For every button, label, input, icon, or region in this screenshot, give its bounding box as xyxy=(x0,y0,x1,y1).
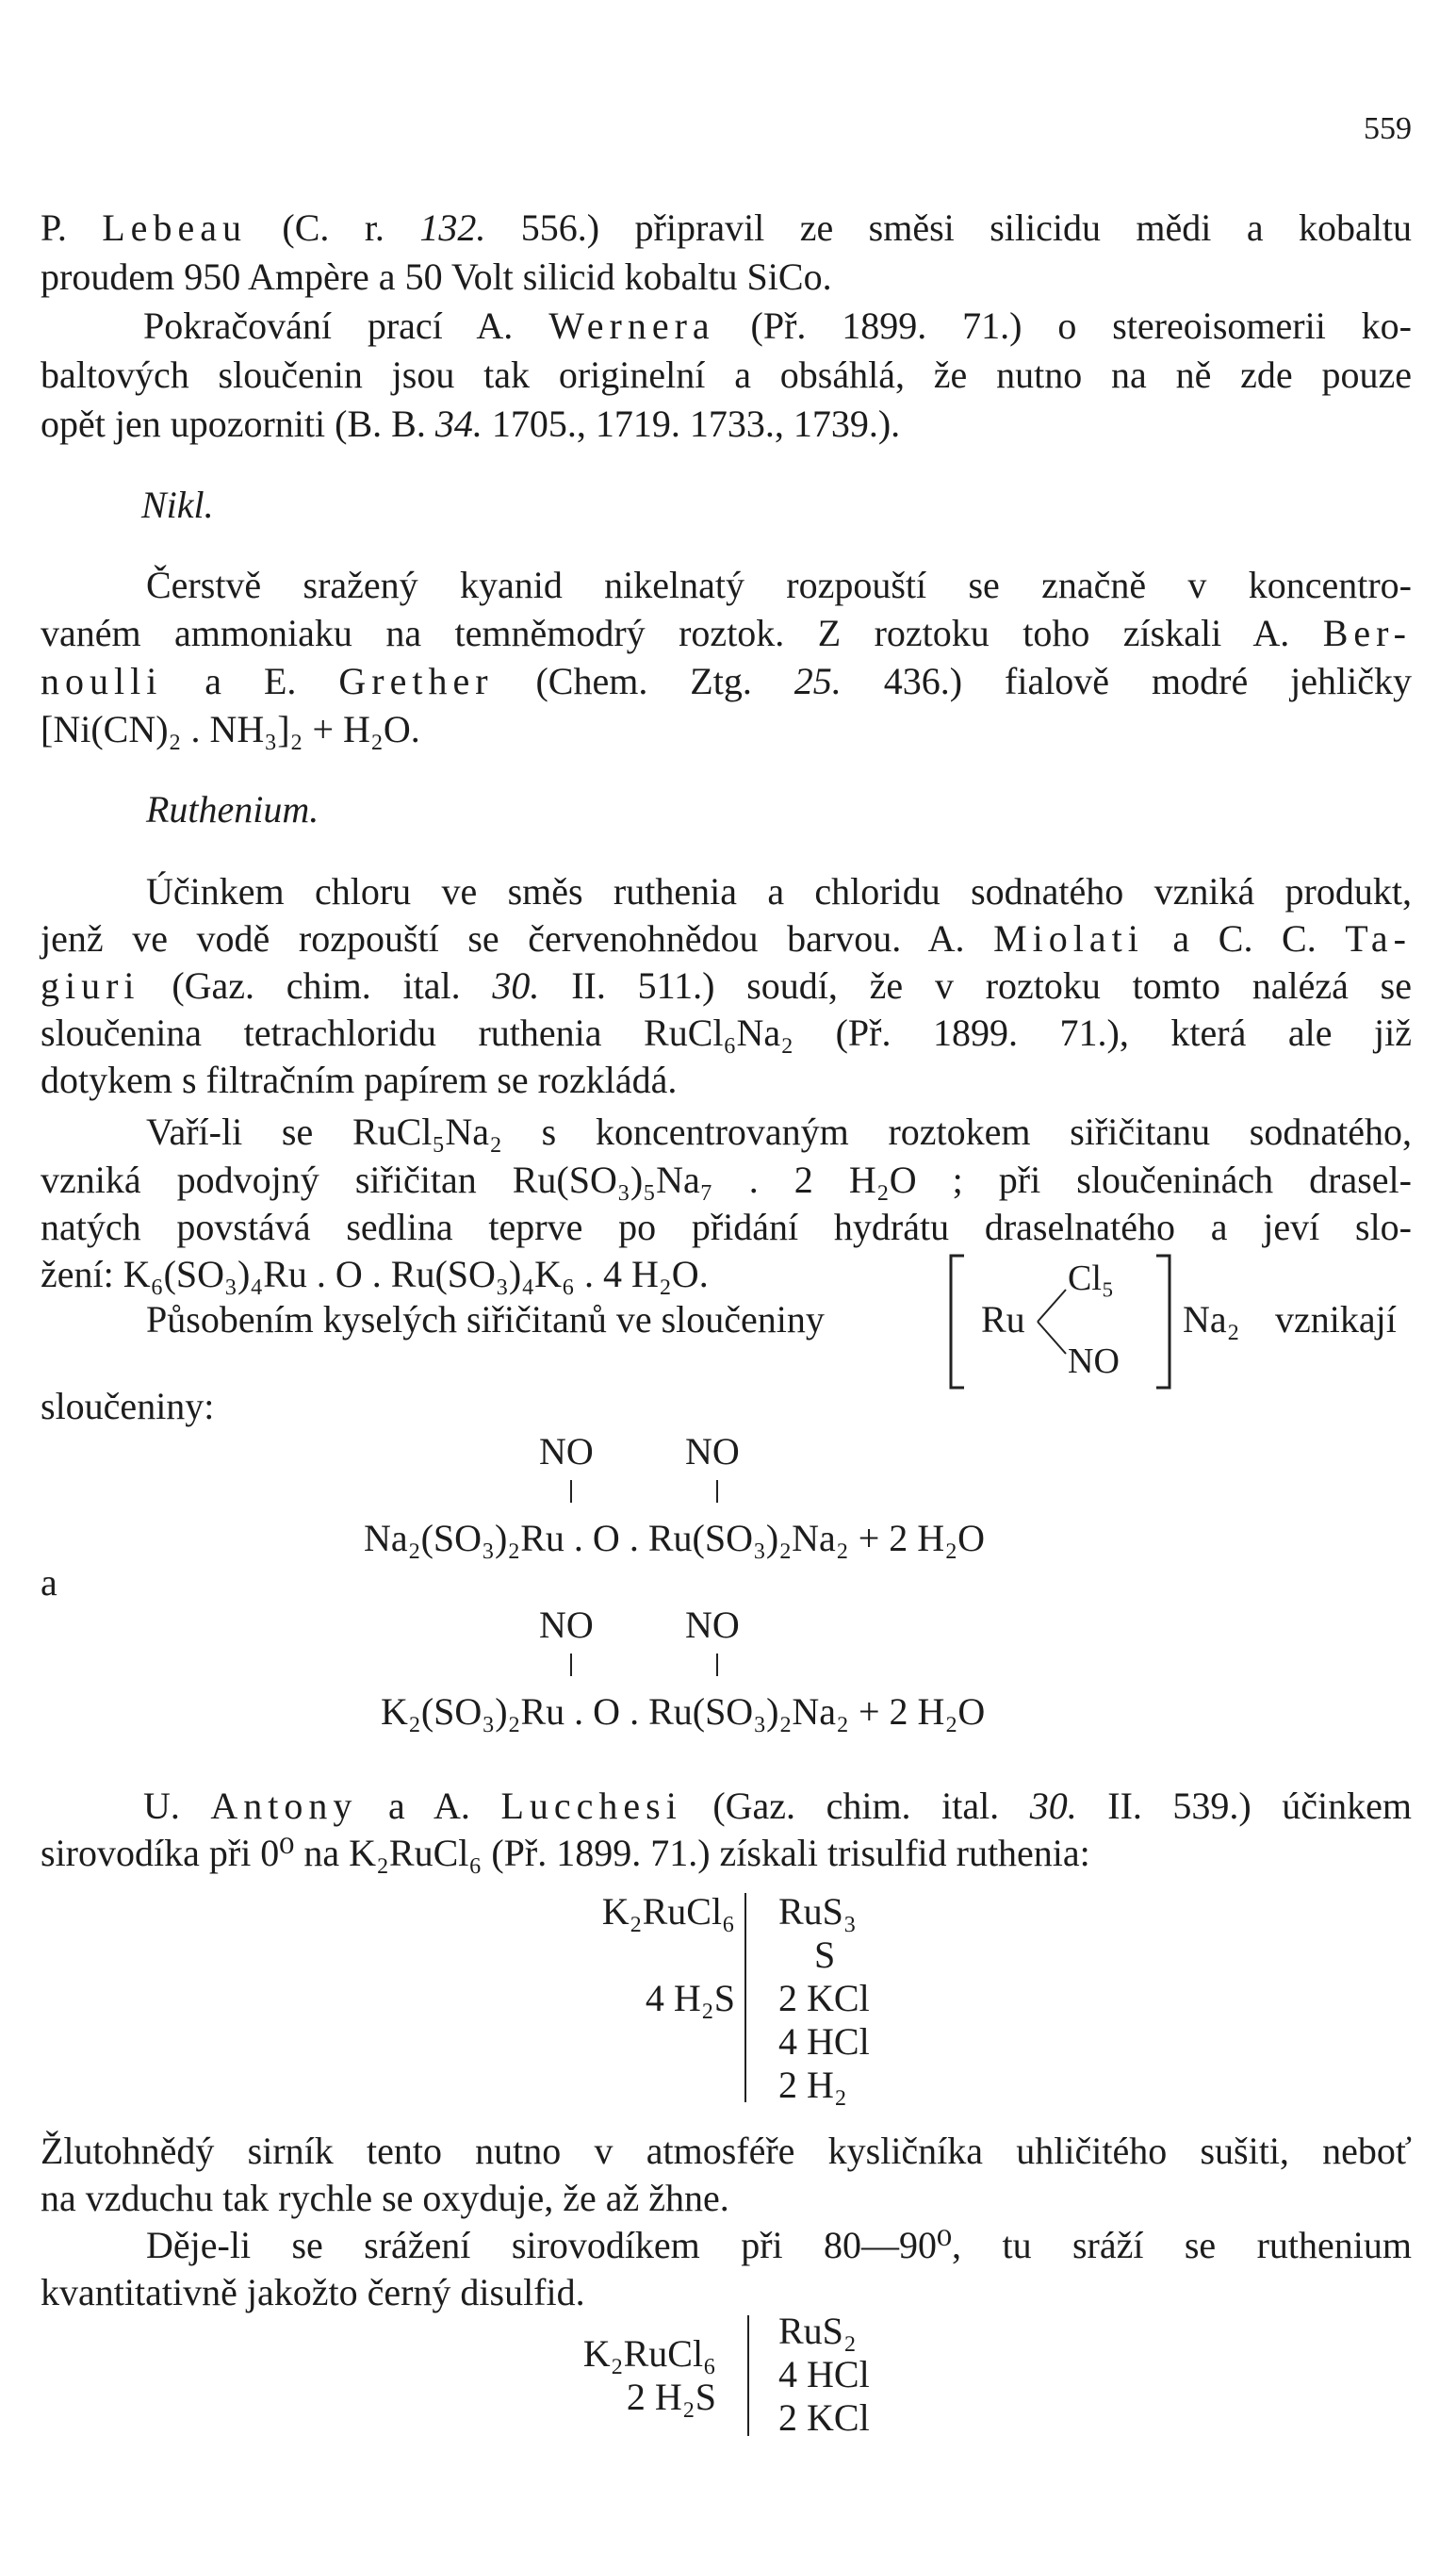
heading-ruthenium: Ruthenium. xyxy=(146,788,319,831)
bracket-ru: Ru xyxy=(981,1298,1025,1341)
ru-line-8: natých povstává sedlina teprve po přidání hydrátu draselnatého a jeví slo- xyxy=(41,1206,1412,1248)
reaction1-right-4: 2 H₂ xyxy=(778,2064,847,2106)
formula-1: Na₂(SO₃)₂Ru . O . Ru(SO₃)₂Na₂ + 2 H₂O xyxy=(364,1517,986,1559)
reaction1-right xyxy=(778,1890,870,2107)
ru-line-1: Účinkem chloru ve směs ruthenia a chloridu sodnatého vzniká produkt, xyxy=(146,870,1412,913)
reaction1-left xyxy=(490,1890,735,2020)
nikl-line-4: [Ni(CN)₂ . NH₃]₂ + H₂O. xyxy=(41,708,420,750)
antony-line-2: sirovodíka při 0⁰ na K₂RuCl₆ (Př. 1899. 71.) získali trisulfid ruthenia: xyxy=(41,1832,1090,1874)
formula-2: K₂(SO₃)₂Ru . O . Ru(SO₃)₂Na₂ + 2 H₂O xyxy=(381,1690,986,1733)
ru-line-6: Vaří-li se RuCl₅Na₂ s koncentrovaným roztokem siřičitanu sodnatého, xyxy=(146,1111,1412,1153)
after-line-1: Žlutohnědý sirník tento nutno v atmosféře kysličníka uhličitého sušiti, neboť xyxy=(41,2130,1412,2172)
ru-line-10-end: vznikají xyxy=(1275,1298,1397,1341)
page-number: 559 xyxy=(1364,111,1412,146)
reaction1-right-1: S xyxy=(814,1933,836,1976)
ru-line-10: Působením kyselých siřičitanů ve sloučeniny xyxy=(146,1298,825,1341)
after-line-4: kvantitativně jakožto černý disulfid. xyxy=(41,2271,585,2313)
complex-bracket-formula xyxy=(947,1252,1173,1391)
f1-no-left: NO xyxy=(539,1430,594,1473)
reaction1-divider xyxy=(744,1893,746,2102)
reaction1-left-1 xyxy=(490,1933,735,1977)
after-line-3: Děje-li se srážení sirovodíkem při 80—90⁰, tu sráží se ruthenium xyxy=(146,2224,1412,2266)
ru-line-2: jenž ve vodě rozpouští se červenohnědou barvou. A. Miolati a C. C. Ta- xyxy=(41,917,1412,960)
reaction2-left xyxy=(490,2332,716,2419)
f2-no-left: NO xyxy=(539,1604,594,1646)
reaction1-right-2: 2 KCl xyxy=(778,1977,870,2019)
bracket-no: NO xyxy=(1068,1341,1120,1381)
nikl-line-1: Čerstvě sražený kyanid nikelnatý rozpouští se značně v koncentro- xyxy=(146,564,1412,606)
p1-line-3: Pokračování prací A. Wernera (Př. 1899. 71.) o stereoisomerii ko- xyxy=(143,304,1412,347)
reaction1-right-3: 4 HCl xyxy=(778,2020,870,2063)
ru-line-3: giuri (Gaz. chim. ital. 30. II. 511.) soudí, že v roztoku tomto nalézá se xyxy=(41,964,1412,1007)
ru-line-5: dotykem s filtračním papírem se rozkládá. xyxy=(41,1059,678,1101)
reaction2-right-2: 2 KCl xyxy=(778,2396,870,2439)
reaction2-left-0: K₂RuCl₆ xyxy=(582,2332,716,2375)
reaction1-left-2: 4 H₂S xyxy=(645,1977,735,2019)
reaction2-right xyxy=(778,2310,870,2440)
ru-line-4: sloučenina tetrachloridu ruthenia RuCl₆Na₂ (Př. 1899. 71.), která ale již xyxy=(41,1012,1412,1054)
nikl-line-3: noulli a E. Grether (Chem. Ztg. 25. 436.) fialově modré jehličky xyxy=(41,660,1412,702)
heading-nikl: Nikl. xyxy=(141,484,214,526)
after-line-2: na vzduchu tak rychle se oxyduje, že až žhne. xyxy=(41,2177,729,2219)
f1-no-right: NO xyxy=(685,1430,740,1473)
f2-bond-right xyxy=(716,1654,718,1676)
ru-line-7: vzniká podvojný siřičitan Ru(SO₃)₅Na₇ . 2 H₂O ; při sloučeninách drasel- xyxy=(41,1159,1412,1201)
nikl-line-2: vaném ammoniaku na temněmodrý roztok. Z roztoku toho získali A. Ber- xyxy=(41,612,1412,654)
ru-line-9: žení: K₆(SO₃)₄Ru . O . Ru(SO₃)₄K₆ . 4 H₂O. xyxy=(41,1253,709,1295)
p1-line-2: proudem 950 Ampère a 50 Volt silicid kobaltu SiCo. xyxy=(41,255,832,298)
reaction2-divider xyxy=(747,2315,749,2436)
f1-bond-left xyxy=(570,1480,572,1503)
p1-line-1: P. Lebeau (C. r. 132. 556.) připravil ze směsi silicidu mědi a kobaltu xyxy=(41,206,1412,249)
p1-line-5: opět jen upozorniti (B. B. 34. 1705., 1719. 1733., 1739.). xyxy=(41,403,901,445)
reaction2-right-1: 4 HCl xyxy=(778,2353,870,2395)
antony-line-1: U. Antony a A. Lucchesi (Gaz. chim. ital. 30. II. 539.) účinkem xyxy=(143,1785,1412,1827)
f2-no-right: NO xyxy=(685,1604,740,1646)
bracket-na2: Na₂ xyxy=(1183,1298,1240,1341)
p1-line-4: baltových sloučenin jsou tak originelní a obsáhlá, že nutno na ně zde pouze xyxy=(41,354,1412,396)
reaction1-left-0: K₂RuCl₆ xyxy=(601,1890,735,1933)
ru-line-11: sloučeniny: xyxy=(41,1385,215,1427)
reaction2-left-1: 2 H₂S xyxy=(626,2376,716,2418)
reaction1-right-0: RuS₃ xyxy=(778,1890,857,1933)
bracket-cl5: Cl₅ xyxy=(1068,1259,1115,1298)
f1-bond-right xyxy=(716,1480,718,1503)
f2-bond-left xyxy=(570,1654,572,1676)
conjunction-a: a xyxy=(41,1561,57,1604)
reaction2-right-0: RuS₂ xyxy=(778,2310,857,2352)
